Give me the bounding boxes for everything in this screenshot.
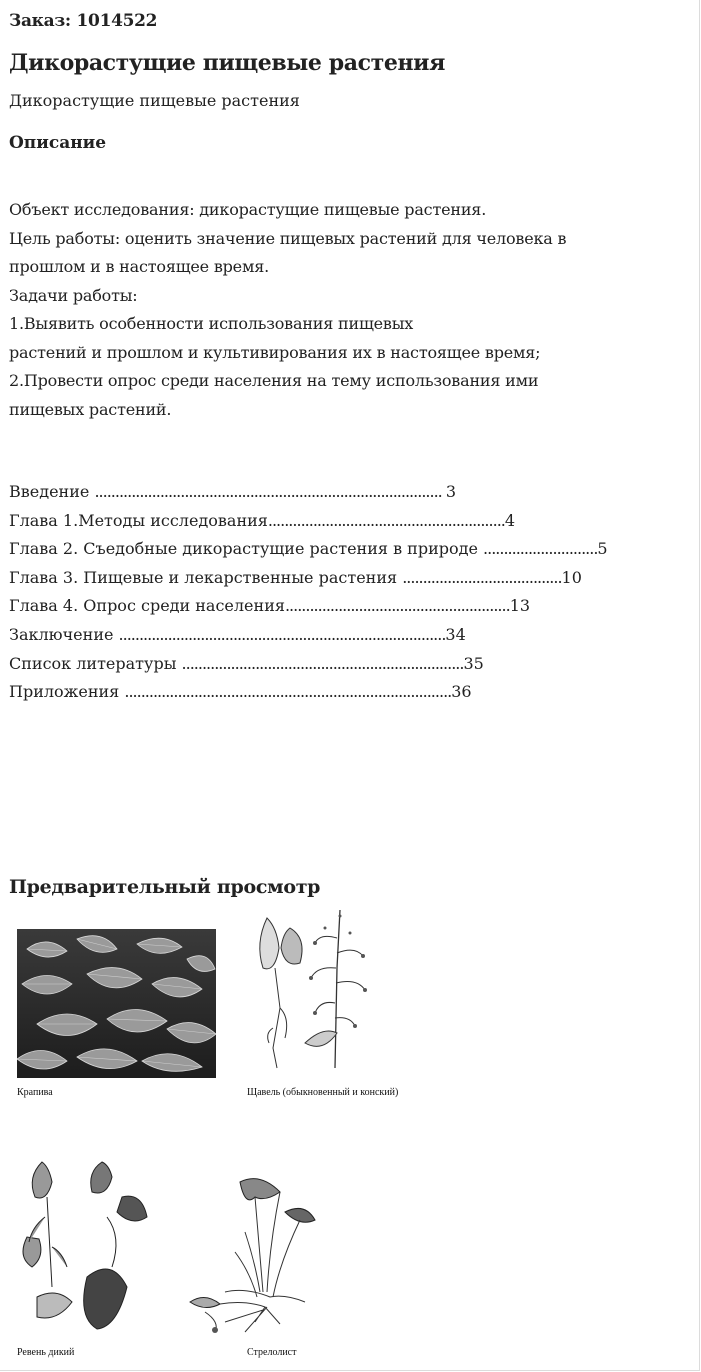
arrowhead-caption: Стрелолист bbox=[247, 1347, 297, 1358]
toc-row bbox=[9, 478, 608, 507]
nettle-image bbox=[17, 929, 216, 1078]
toc-title: Приложения bbox=[9, 682, 125, 702]
toc-leader: ....................................... bbox=[402, 567, 562, 587]
toc-title: Глава 1.Методы исследования bbox=[9, 510, 268, 530]
description-line: Объект исследования: дикорастущие пищевые растения. bbox=[9, 200, 487, 219]
toc-leader: .......................................................... bbox=[267, 510, 505, 530]
toc-leader: ............................ bbox=[483, 539, 598, 559]
rhubarb-caption: Ревень дикий bbox=[17, 1347, 75, 1358]
toc-title: Глава 2. Съедобные дикорастущие растения в природе bbox=[9, 539, 484, 559]
description-text bbox=[9, 196, 689, 424]
description-line: растений и прошлом и культивирования их в настоящее время; bbox=[9, 342, 541, 362]
description-line: пищевых растений. bbox=[9, 399, 172, 419]
page-title: Дикорастущие пищевые растения bbox=[9, 50, 445, 76]
toc-row bbox=[9, 621, 608, 650]
toc-row bbox=[9, 564, 608, 593]
toc-page: 4 bbox=[504, 510, 516, 530]
toc-page: 3 bbox=[445, 482, 457, 501]
sorrel-caption: Щавель (обыкновенный и конский) bbox=[247, 1087, 399, 1098]
toc-row bbox=[9, 507, 608, 536]
page-subtitle: Дикорастущие пищевые растения bbox=[9, 91, 300, 110]
arrowhead-image bbox=[185, 1172, 320, 1337]
toc-row bbox=[9, 535, 608, 564]
toc-page: 36 bbox=[451, 682, 472, 702]
description-line: 2.Провести опрос среди населения на тему использования ими bbox=[9, 371, 539, 390]
toc-title: Глава 4. Опрос среди населения bbox=[9, 596, 285, 616]
toc-row bbox=[9, 678, 608, 707]
order-number: Заказ: 1014522 bbox=[9, 11, 158, 31]
toc-page: 35 bbox=[463, 653, 484, 673]
toc-leader: ................................................................................ bbox=[118, 624, 446, 644]
rhubarb-image bbox=[17, 1157, 152, 1332]
toc-leader: ....................................................... bbox=[284, 596, 510, 616]
table-of-contents bbox=[9, 478, 608, 707]
toc-leader: ................................................................................ bbox=[124, 682, 452, 702]
toc-page: 34 bbox=[445, 624, 466, 644]
description-line: 1.Выявить особенности использования пищевых bbox=[9, 314, 414, 333]
description-heading: Описание bbox=[9, 133, 107, 153]
description-line: Цель работы: оценить значение пищевых растений для человека в bbox=[9, 228, 567, 248]
toc-leader: ..................................................................... bbox=[181, 653, 464, 673]
toc-title: Глава 3. Пищевые и лекарственные растения bbox=[9, 567, 403, 587]
toc-title: Список литературы bbox=[9, 653, 182, 673]
toc-row bbox=[9, 592, 608, 621]
toc-row bbox=[9, 650, 608, 679]
nettle-caption: Крапива bbox=[17, 1087, 53, 1098]
description-line: Задачи работы: bbox=[9, 285, 138, 305]
sorrel-image bbox=[245, 908, 375, 1073]
toc-page: 13 bbox=[509, 596, 531, 616]
toc-leader: ..................................................................................... bbox=[94, 482, 446, 501]
toc-page: 10 bbox=[561, 567, 582, 587]
toc-page: 5 bbox=[597, 539, 608, 559]
toc-title: Заключение bbox=[9, 624, 119, 644]
description-line: прошлом и в настоящее время. bbox=[9, 257, 269, 276]
toc-title: Введение bbox=[9, 482, 95, 501]
preview-heading: Предварительный просмотр bbox=[9, 876, 321, 898]
